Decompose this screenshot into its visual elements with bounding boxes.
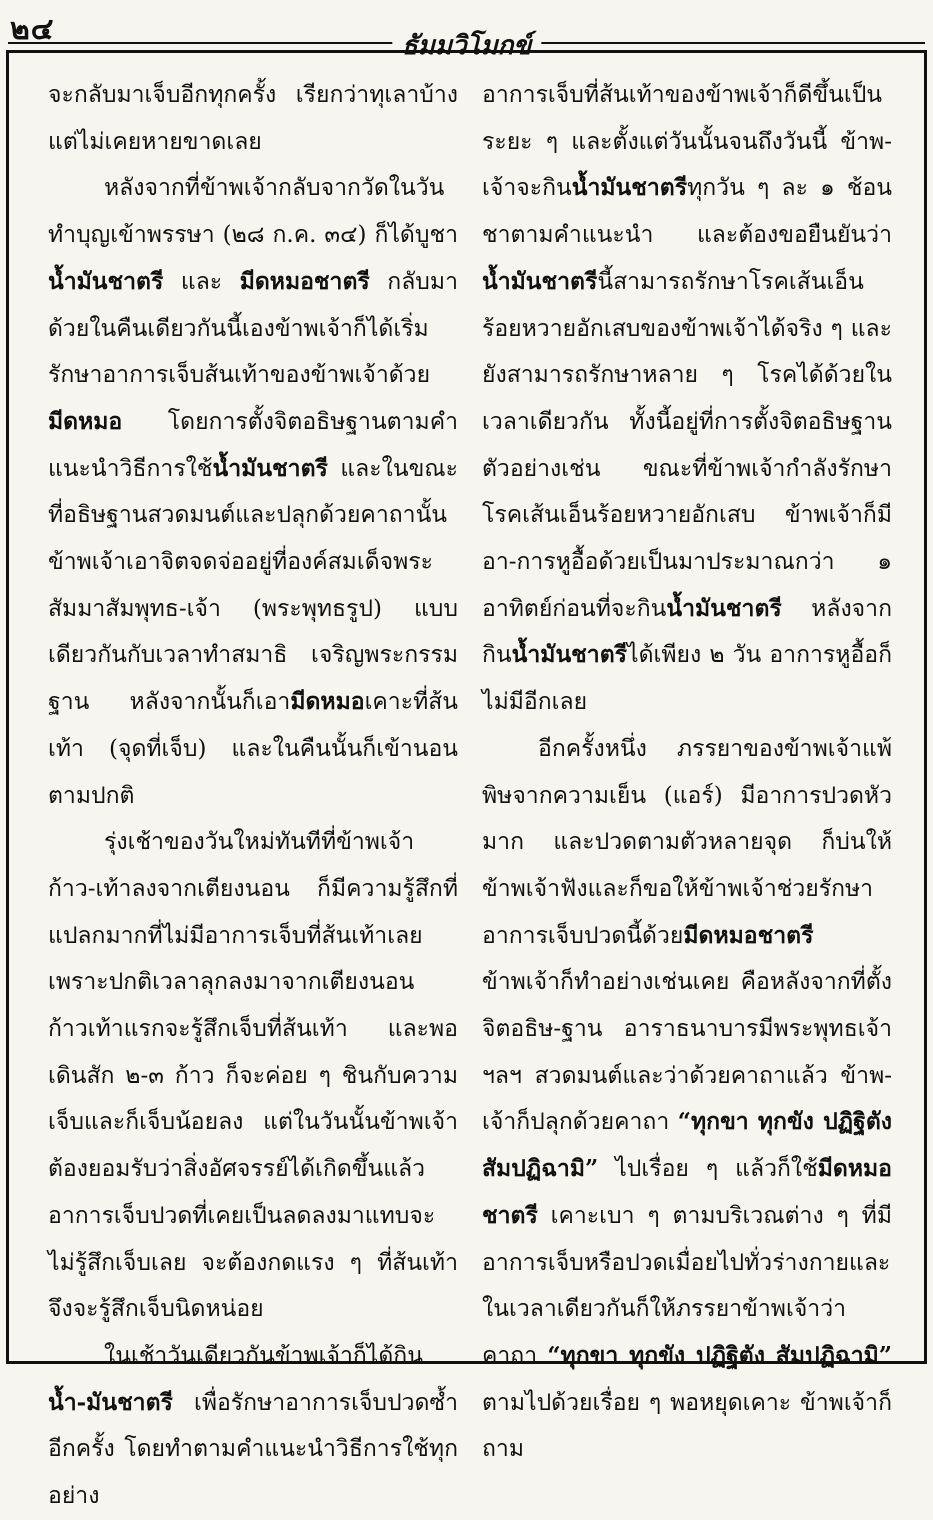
text-run: และในขณะที่อธิษฐานสวดมนต์และปลุกด้วยคาถานั้น ข้าพเจ้าเอาจิตจดจ่ออยู่ที่องค์สมเด็จพระสัมมาสัมพุทธ-เจ้า (พระพุทธรูป) แบบเดียวกันกับเวลาทำสมาธิ เจริญพระกรรมฐาน หลังจากนั้นก็เอา — [48, 455, 458, 716]
text-run: โดยการตั้งจิตอธิษฐานตามคำแนะนำวิธีการใช้ — [48, 408, 458, 482]
bold-term: น้ำมันชาตรี — [48, 267, 164, 295]
page-number: ๒๔ — [10, 12, 55, 47]
paragraph — [48, 1333, 458, 1520]
text-run: ไปเรื่อย ๆ แล้วก็ใช้ — [598, 1156, 818, 1183]
text-run: เพื่อรักษาอาการเจ็บปวดซ้ำอีกครั้ง โดยทำตามคำแนะนำวิธีการใช้ทุกอย่าง — [48, 1389, 458, 1510]
bold-term: น้ำ-มันชาตรี — [48, 1388, 173, 1416]
paragraph: จะกลับมาเจ็บอีกทุกครั้ง เรียกว่าทุเลาบ้าง แต่ไม่เคยหายขาดเลย — [48, 82, 458, 155]
bold-incantation: “ทุกขา ทุกขัง ปฏิฐิตัง สัมปฏิฉามิ” — [547, 1341, 892, 1369]
text-run: เคาะเบา ๆ ตามบริเวณต่าง ๆ ที่มีอาการเจ็บหรือปวดเมื่อยไปทั่วร่างกายและในเวลาเดียวกันก็ให้ภรรยาข้าพเจ้าว่าคาถา — [482, 1202, 892, 1369]
text-run: ทุกวัน ๆ ละ ๑ ช้อนชาตามคำแนะนำ และต้องขอยืนยันว่า — [482, 175, 892, 249]
journal-title: ธัมมวิโมกข์ — [392, 25, 541, 66]
bold-term: มีดหมอชาตรี — [239, 267, 370, 295]
text-run: หลังจากที่ข้าพเจ้ากลับจากวัดในวันทำบุญเข้าพรรษา (๒๘ ก.ค. ๓๔) ก็ได้บูชา — [48, 175, 458, 249]
bold-term: มีดหมอ — [290, 688, 365, 716]
text-run: ตามไปด้วยเรื่อย ๆ พอหยุดเคาะ ข้าพเจ้าก็ถาม — [482, 1389, 892, 1463]
paragraph — [482, 726, 892, 1473]
text-run: ข้าพเจ้าก็ทำอย่างเช่นเคย คือหลังจากที่ตั้งจิตอธิษ-ฐาน อาราธนาบารมีพระพุทธเจ้า ฯลฯ สวดมนต์และว่าด้วยคาถาแล้ว ข้าพ-เจ้าก็ปลุกด้วยคาถา — [482, 969, 892, 1136]
text-run: เคาะที่ส้นเท้า (จุดที่เจ็บ) และในคืนนั้นก็เข้านอนตามปกติ — [48, 689, 458, 809]
text-run: ในเช้าวันเดียวกันข้าพเจ้าก็ได้กิน — [104, 1342, 423, 1369]
bold-term: น้ำมันชาตรี — [571, 174, 688, 202]
text-run: นี้สามารถรักษาโรคเส้นเอ็นร้อยหวายอักเสบของข้าพเจ้าได้จริง ๆ และยังสามารถรักษาหลาย ๆ โรคได้ด้วยในเวลาเดียวกัน ทั้งนี้อยู่ที่การตั้งจิตอธิษฐาน ตัวอย่างเช่น ขณะที่ข้าพเจ้ากำลังรักษาโรคเส้นเอ็นร้อยหวายอักเสบ ข้าพเจ้าก็มีอา-การหูอื้อด้วยเป็นมาประมาณกว่า ๑ อาทิตย์ก่อนที่จะกิน — [482, 268, 892, 622]
paragraph — [482, 72, 892, 726]
bold-term: มีดหมอ — [48, 407, 123, 435]
paragraph: รุ่งเช้าของวันใหม่ทันทีที่ข้าพเจ้าก้าว-เท้าลงจากเตียงนอน ก็มีความรู้สึกที่แปลกมากที่ไม่มีอาการเจ็บที่ส้นเท้าเลย เพราะปกติเวลาลุกลงมาจากเตียงนอน ก้าวเท้าแรกจะรู้สึกเจ็บที่ส้นเท้า และพอเดินสัก ๒-๓ ก้าว ก็จะค่อย ๆ ชินกับความเจ็บและก็เจ็บน้อยลง แต่ในวันนั้นข้าพเจ้าต้องยอมรับว่าสิ่งอัศจรรย์ได้เกิดขึ้นแล้ว อาการเจ็บปวดที่เคยเป็นลดลงมาแทบจะไม่รู้สึกเจ็บเลย จะต้องกดแรง ๆ ที่ส้นเท้าจึงจะรู้สึกเจ็บนิดหน่อย — [48, 829, 458, 1323]
bold-term: น้ำมันชาตรี — [482, 267, 598, 295]
text-run: ได้เพียง ๒ วัน อาการหูอื้อก็ไม่มีอีกเลย — [482, 642, 892, 716]
bold-term: น้ำมันชาตรี — [212, 454, 328, 482]
paragraph — [48, 165, 458, 819]
bold-term: น้ำมันชาตรี — [666, 594, 782, 622]
text-run: อีกครั้งหนึ่ง ภรรยาของข้าพเจ้าแพ้พิษจากความเย็น (แอร์) มีอาการปวดหัวมาก และปวดตามตัวหลายจุด ก็บ่นให้ข้าพเจ้าฟังและก็ขอให้ข้าพเจ้าช่วยรักษาอาการเจ็บปวดนี้ด้วย — [482, 735, 892, 949]
text-run: และ — [163, 268, 240, 295]
bold-term: น้ำมันชาตรี — [511, 641, 627, 669]
bold-incantation: “ทุกขา ทุกขัง ปฏิฐิตัง สัมปฏิฉามิ” — [482, 1108, 892, 1183]
text-run: กลับมาด้วยในคืนเดียวกันนี้เองข้าพเจ้าก็ได้เริ่มรักษาอาการเจ็บส้นเท้าของข้าพเจ้าด้วย — [48, 268, 458, 389]
text-run: อาการเจ็บที่ส้นเท้าของข้าพเจ้าก็ดีขึ้นเป็นระยะ ๆ และตั้งแต่วันนั้นจนถึงวันนี้ ข้าพ-เจ้าจะกิน — [482, 82, 892, 202]
text-run: หลังจากกิน — [482, 595, 892, 669]
bold-term: มีดหมอชาตรี — [482, 1155, 892, 1229]
left-column — [48, 72, 458, 1510]
right-column — [482, 72, 892, 1463]
bold-term: มีดหมอชาตรี — [683, 921, 814, 949]
